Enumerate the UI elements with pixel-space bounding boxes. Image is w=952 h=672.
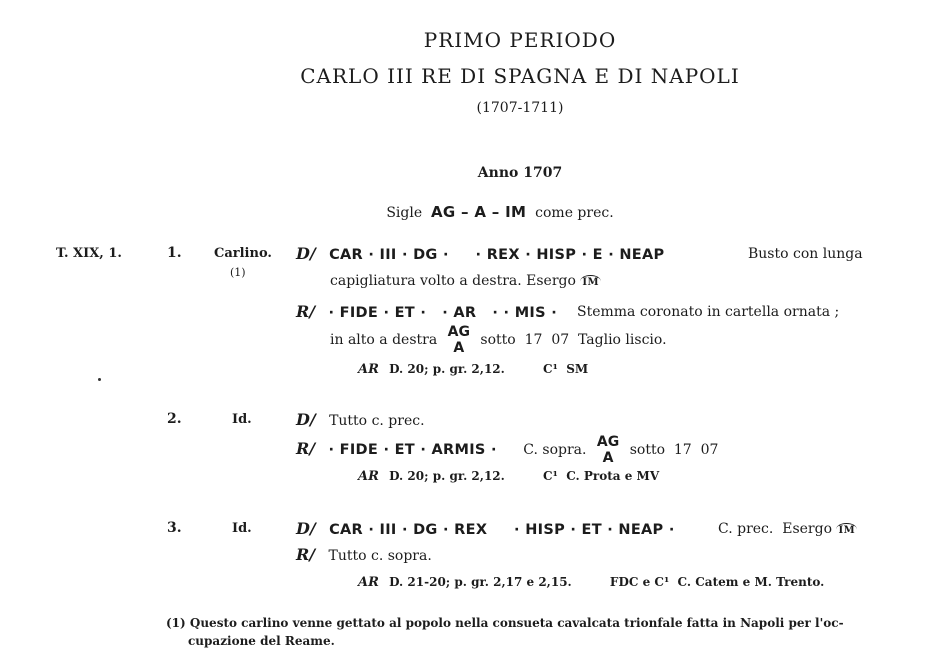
metal-symbol: AR xyxy=(358,469,379,484)
print-speck xyxy=(98,378,101,381)
mint-mark-bottom: A xyxy=(453,340,465,356)
rarity-text: FDC e C¹ C. Catem e M. Trento. xyxy=(609,575,825,589)
page-title: PRIMO PERIODO xyxy=(423,28,617,52)
rarity-text: C¹ C. Prota e MV xyxy=(543,469,660,483)
mint-mark-bottom: A xyxy=(602,450,614,466)
obverse-legend: CAR · III · DG · REX · HISP · ET · NEAP · xyxy=(329,522,675,538)
reverse-marker: R/ xyxy=(296,302,316,321)
sigle-marks: AG – A – IM xyxy=(431,203,527,221)
denomination: Id. xyxy=(232,412,252,427)
reverse-line xyxy=(296,434,718,466)
reverse-description: Stemma coronato in cartella ornata ; xyxy=(577,304,840,320)
ruler-title: CARLO III RE DI SPAGNA E DI NAPOLI xyxy=(300,64,740,88)
footnote-marker: (1) xyxy=(230,266,246,279)
reverse-legend: · FIDE · ET · ARMIS · xyxy=(328,442,497,458)
reverse-marker: R/ xyxy=(296,439,316,458)
metal-symbol: AR xyxy=(358,362,379,377)
reverse-continuation xyxy=(330,324,667,356)
sigle-suffix: come prec. xyxy=(535,205,614,221)
denomination: Id. xyxy=(232,521,252,536)
obverse-continuation xyxy=(330,273,601,289)
reign-years: (1707-1711) xyxy=(476,100,564,116)
coin-specs xyxy=(358,469,659,484)
reverse-continuation-pre: in alto a destra xyxy=(330,332,438,348)
reverse-line xyxy=(296,545,432,564)
rarity-text: C¹ SM xyxy=(543,362,589,376)
mint-mark-top: AG xyxy=(447,324,470,340)
obverse-description xyxy=(718,521,857,537)
exergue-monogram: IM xyxy=(838,524,856,536)
mint-mark-stack xyxy=(448,324,470,356)
reverse-continuation-post: sotto 17 07 Taglio liscio. xyxy=(480,332,667,348)
obverse-description-text: C. prec. Esergo xyxy=(718,521,833,537)
exergue-monogram: IM xyxy=(582,276,600,288)
obverse-line xyxy=(296,410,425,429)
reverse-text: Tutto c. sopra. xyxy=(328,548,432,564)
obverse-marker: D/ xyxy=(296,519,316,538)
year-heading: Anno 1707 xyxy=(477,165,563,181)
specs-text: D. 20; p. gr. 2,12. xyxy=(389,469,505,483)
obverse-legend: CAR · III · DG · · REX · HISP · E · NEAP xyxy=(329,247,665,263)
obverse-marker: D/ xyxy=(296,244,316,263)
coin-specs xyxy=(358,575,824,590)
entry-number: 3. xyxy=(167,520,182,536)
entry-number: 2. xyxy=(167,411,182,427)
obverse-marker: D/ xyxy=(296,410,316,429)
mint-mark-top: AG xyxy=(596,434,620,450)
footnote-line-1: (1) Questo carlino venne gettato al popolo nella consueta cavalcata trionfale fatta in Napoli per l'oc- xyxy=(166,616,844,630)
obverse-line xyxy=(296,519,675,538)
obverse-line xyxy=(296,244,664,263)
metal-symbol: AR xyxy=(358,575,379,590)
reverse-legend: · FIDE · ET · · AR · · MIS · xyxy=(328,305,558,321)
footnote-line-2: cupazione del Reame. xyxy=(188,634,335,648)
coin-specs xyxy=(358,362,588,377)
sigle-line xyxy=(0,203,952,221)
obverse-text: Tutto c. prec. xyxy=(329,413,425,429)
reverse-description-post: sotto 17 07 xyxy=(629,442,719,458)
obverse-description: Busto con lunga xyxy=(748,246,863,262)
mint-mark-stack xyxy=(597,434,619,466)
entry-number: 1. xyxy=(167,245,182,261)
reverse-description-pre: C. sopra. xyxy=(523,442,587,458)
obverse-continuation-text: capigliatura volto a destra. Esergo xyxy=(330,273,576,289)
reverse-marker: R/ xyxy=(296,545,316,564)
specs-text: D. 20; p. gr. 2,12. xyxy=(389,362,505,376)
sigle-label: Sigle xyxy=(386,205,423,221)
plate-reference: T. XIX, 1. xyxy=(56,246,122,261)
reverse-line xyxy=(296,302,557,321)
specs-text: D. 21-20; p. gr. 2,17 e 2,15. xyxy=(389,575,572,589)
denomination: Carlino. xyxy=(214,246,272,261)
